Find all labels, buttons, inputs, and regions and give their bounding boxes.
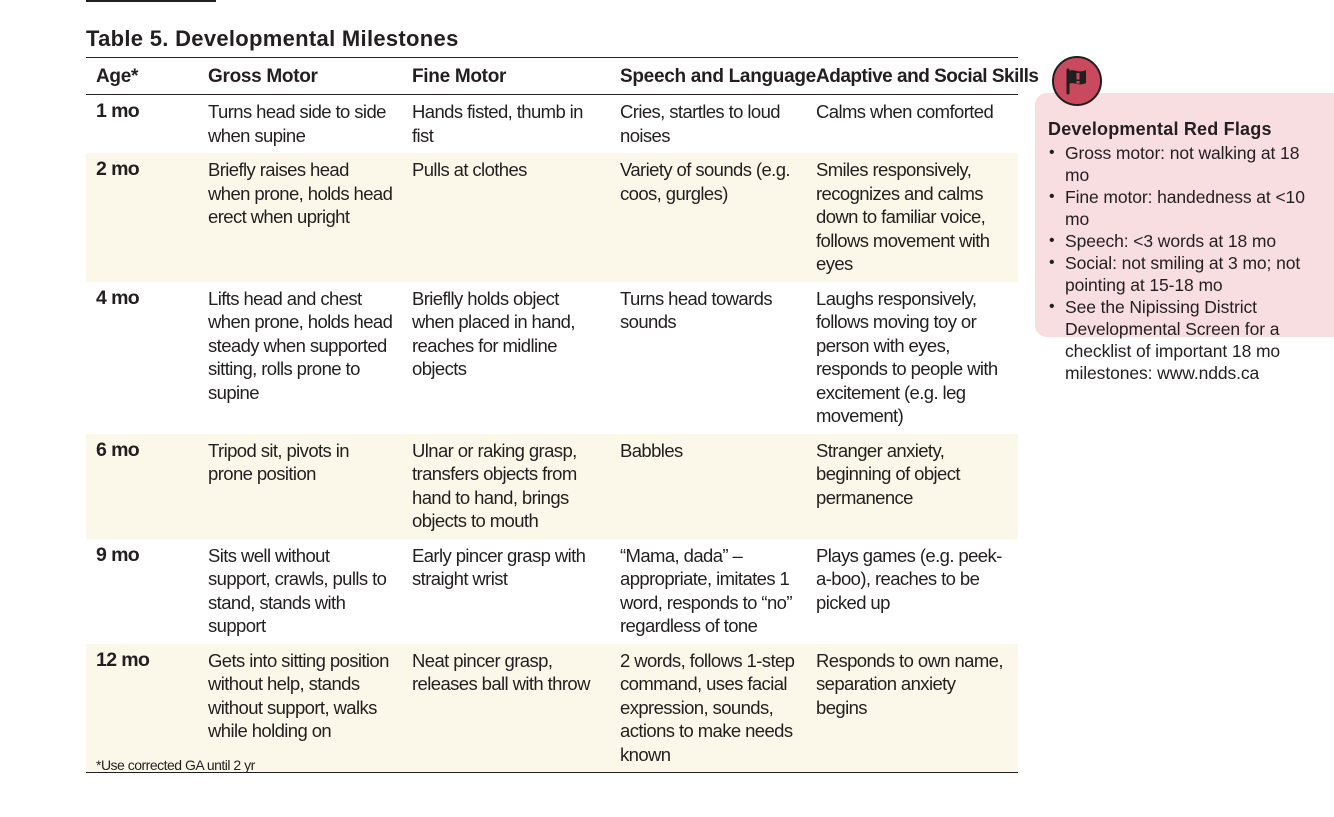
adaptive-social-cell: Stranger anxiety, beginning of object permanence [806, 434, 1018, 539]
fine-motor-cell: Early pincer grasp with straight wrist [412, 544, 586, 589]
age-cell: 12 mo [86, 644, 198, 773]
speech-language-cell: Turns head towards sounds [620, 287, 773, 332]
gross-motor-cell: Tripod sit, pivots in prone position [198, 434, 402, 539]
column-header-gross-motor: Gross Motor [208, 66, 318, 87]
fine-motor-cell: Hands fisted, thumb in fist [412, 101, 583, 146]
age-cell: 2 mo [86, 153, 198, 282]
list-item: • Social: not smiling at 3 mo; not pointing at 15-18 mo [1048, 252, 1325, 296]
table-row [86, 434, 1018, 539]
speech-language-cell: 2 words, follows 1-step command, uses facial expression, sounds, actions to make needs known [610, 644, 806, 773]
column-header-speech-language: Speech and Language [620, 66, 816, 87]
table-row [86, 153, 1018, 282]
list-item: • Fine motor: handedness at <10 mo [1048, 186, 1325, 230]
age-cell: 1 mo [96, 100, 140, 122]
table-footnote: *Use corrected GA until 2 yr [96, 757, 255, 773]
list-item: • Gross motor: not walking at 18 mo [1048, 142, 1325, 186]
column-header-age: Age* [96, 66, 139, 87]
table-header-row [86, 58, 1018, 95]
age-cell: 9 mo [96, 543, 140, 566]
table-row [86, 95, 1018, 154]
red-flags-list [1048, 142, 1325, 384]
adaptive-social-cell: Plays games (e.g. peek-a-boo), reaches to be picked up [816, 544, 1002, 613]
fine-motor-cell: Brieflly holds object when placed in hand, reaches for midline objects [412, 287, 575, 379]
fine-motor-cell: Pulls at clothes [402, 153, 610, 282]
table-row [86, 644, 1018, 773]
gross-motor-cell: Briefly raises head when prone, holds head erect when upright [198, 153, 402, 282]
list-item: • Speech: <3 words at 18 mo [1048, 230, 1325, 252]
red-flags-title: Developmental Red Flags [1048, 119, 1272, 139]
gross-motor-cell: Turns head side to side when supine [208, 101, 386, 146]
column-header-fine-motor: Fine Motor [412, 66, 507, 87]
list-item: • See the Nipissing District Developmental Screen for a checklist of important 18 mo milestones: www.ndds.ca [1048, 296, 1325, 384]
cut-off-heading [86, 0, 236, 4]
gross-motor-cell: Sits well without support, crawls, pulls to stand, stands with support [208, 544, 387, 636]
adaptive-social-cell: Responds to own name, separation anxiety begins [806, 644, 1018, 773]
speech-language-cell: “Mama, dada” – appropriate, imitates 1 word, responds to “no” regardless of tone [620, 544, 792, 636]
speech-language-cell: Babbles [610, 434, 806, 539]
table-row [86, 539, 1018, 644]
table-row [86, 282, 1018, 434]
age-cell: 4 mo [96, 286, 140, 309]
red-flags-box [1035, 93, 1334, 383]
adaptive-social-cell: Calms when comforted [816, 101, 994, 122]
table-title: Table 5. Developmental Milestones [86, 26, 459, 51]
speech-language-cell: Cries, startles to loud noises [620, 101, 780, 146]
column-header-adaptive-social: Adaptive and Social Skills [816, 66, 1039, 87]
fine-motor-cell: Neat pincer grasp, releases ball with throw [402, 644, 610, 773]
gross-motor-cell: Gets into sitting position without help, stands without support, walks while holding on [198, 644, 402, 773]
age-cell: 6 mo [86, 434, 198, 539]
fine-motor-cell: Ulnar or raking grasp, transfers objects from hand to hand, brings objects to mouth [402, 434, 610, 539]
adaptive-social-cell: Smiles responsively, recognizes and calms down to familiar voice, follows movement with eyes [806, 153, 1018, 282]
speech-language-cell: Variety of sounds (e.g. coos, gurgles) [610, 153, 806, 282]
milestones-table [86, 57, 1039, 773]
gross-motor-cell: Lifts head and chest when prone, holds head steady when supported sitting, rolls prone to supine [208, 287, 393, 403]
flag-icon [1052, 56, 1102, 106]
adaptive-social-cell: Laughs responsively, follows moving toy or person with eyes, responds to people with excitement (e.g. leg movement) [816, 287, 998, 426]
